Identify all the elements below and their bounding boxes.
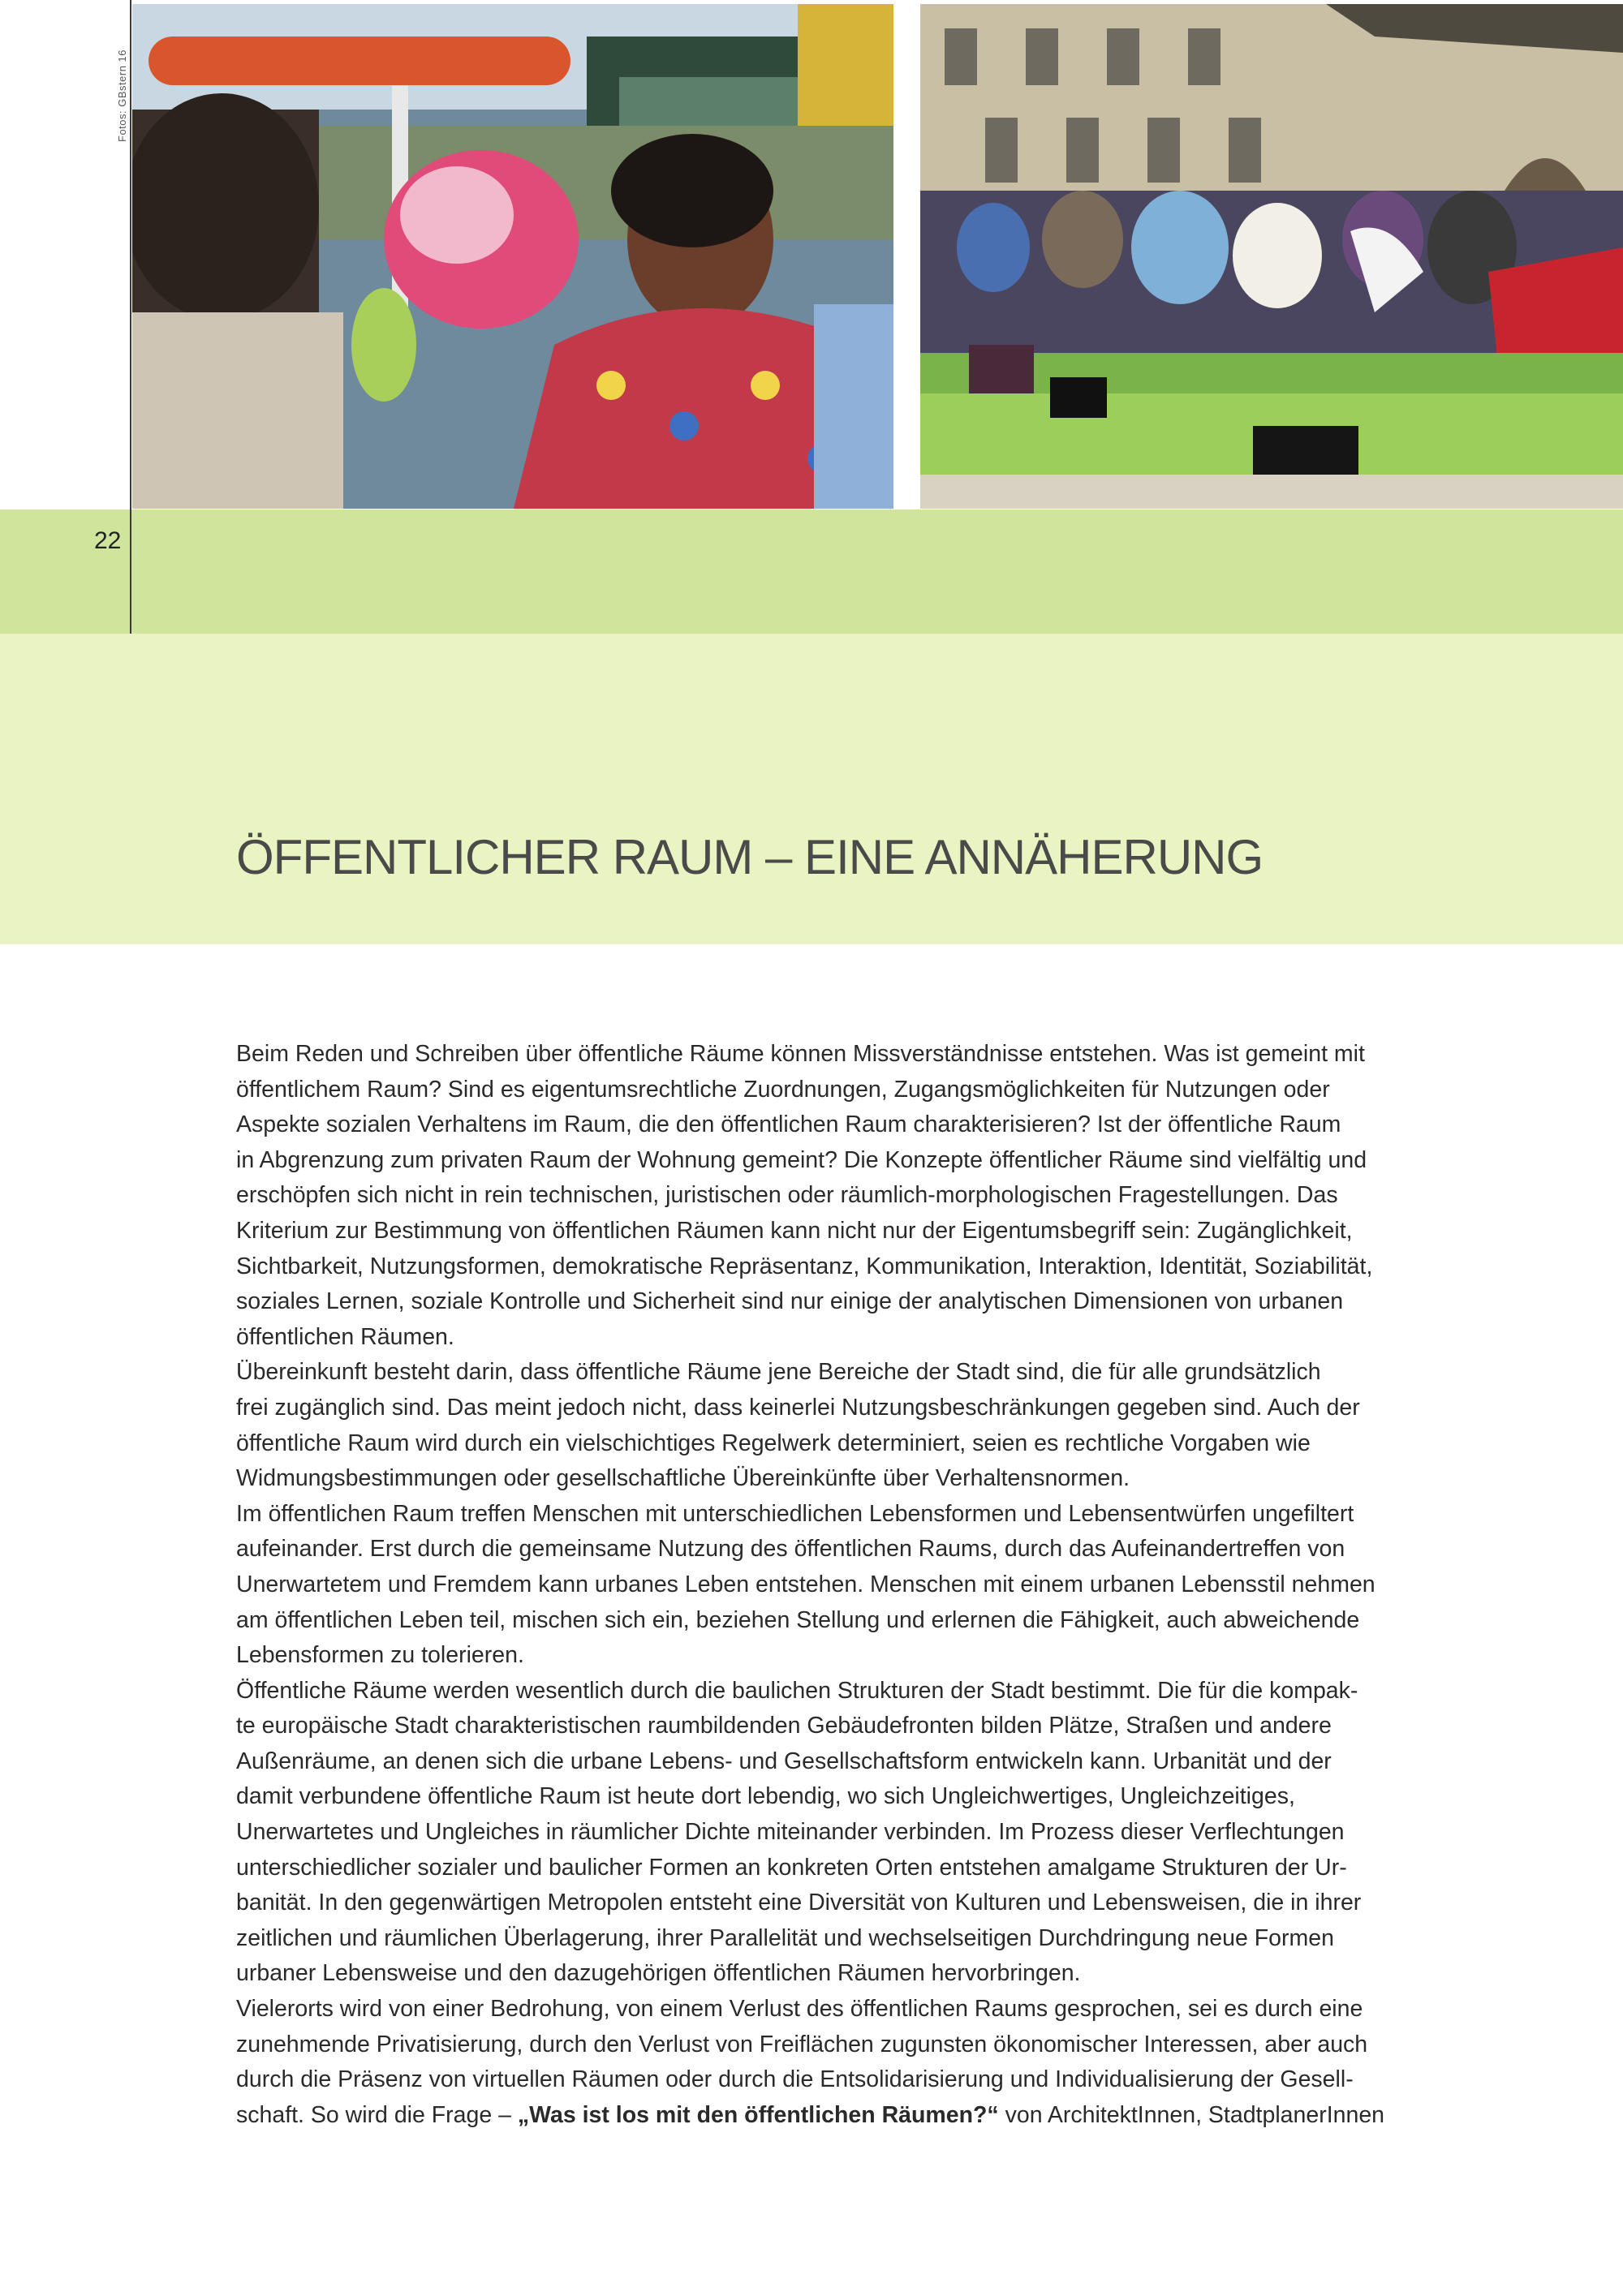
text-run: von ArchitektInnen, StadtplanerInnen: [998, 2101, 1385, 2128]
paragraph: [236, 1992, 1405, 2133]
photo-market-vegetables: [920, 4, 1623, 509]
header-band: [0, 510, 1623, 634]
text-line: Vielerorts wird von einer Bedrohung, von einem Verlust des öffentlichen Raums gesprochen, sei es durch eine: [236, 1996, 1363, 2023]
text-line: Öffentliche Räume werden wesentlich durch die baulichen Strukturen der Stadt bestimmt. Die für die kompak-: [236, 1677, 1358, 1704]
text-line: Sichtbarkeit, Nutzungsformen, demokratische Repräsentanz, Kommunikation, Interaktion, Identität, Soziabilität,: [236, 1253, 1373, 1279]
text-line: frei zugänglich sind. Das meint jedoch nicht, dass keinerlei Nutzungsbeschränkungen gegeben sind. Auch der: [236, 1394, 1360, 1421]
text-line: Im öffentlichen Raum treffen Menschen mit unterschiedlichen Lebensformen und Lebensentwürfen ungefiltert: [236, 1500, 1354, 1527]
paragraph: [236, 1674, 1405, 1992]
paragraph: [236, 1497, 1405, 1674]
margin-rule: [130, 0, 131, 634]
highlighted-question: „Was ist los mit den öffentlichen Räumen?“: [517, 2101, 999, 2128]
text-line: durch die Präsenz von virtuellen Räumen oder durch die Entsolidarisierung und Individualisierung der Gesell-: [236, 2066, 1354, 2093]
text-line: in Abgrenzung zum privaten Raum der Wohnung gemeint? Die Konzepte öffentlicher Räume sind vielfältig und: [236, 1146, 1367, 1173]
text-line: unterschiedlicher sozialer und baulicher Formen an konkreten Orten entstehen amalgame Strukturen der Ur-: [236, 1854, 1347, 1881]
text-line: öffentliche Raum wird durch ein vielschichtiges Regelwerk determiniert, seien es rechtliche Vorgaben wie: [236, 1430, 1311, 1456]
text-line: aufeinander. Erst durch die gemeinsame Nutzung des öffentlichen Raums, durch das Aufeinandertreffen von: [236, 1536, 1345, 1563]
title-band: [0, 634, 1623, 944]
text-line: Außenräume, an denen sich die urbane Lebens- und Gesellschaftsform entwickeln kann. Urbanität und der: [236, 1748, 1332, 1774]
text-line: soziales Lernen, soziale Kontrolle und Sicherheit sind nur einige der analytischen Dimensionen von urbanen: [236, 1288, 1344, 1315]
text-line: am öffentlichen Leben teil, mischen sich ein, beziehen Stellung und erlernen die Fähigkeit, auch abweichende: [236, 1606, 1360, 1633]
text-line: damit verbundene öffentliche Raum ist heute dort lebendig, wo sich Ungleichwertiges, Ungleichzeitiges,: [236, 1783, 1295, 1810]
page-number: 22: [94, 527, 122, 554]
text-line: zunehmende Privatisierung, durch den Verlust von Freiflächen zugunsten ökonomischer Interessen, aber auch: [236, 2031, 1368, 2057]
text-line: Übereinkunft besteht darin, dass öffentliche Räume jene Bereiche der Stadt sind, die für alle grundsätzlich: [236, 1359, 1321, 1386]
text-line: Widmungsbestimmungen oder gesellschaftliche Übereinkünfte über Verhaltensnormen.: [236, 1465, 1130, 1492]
paragraph: [236, 1037, 1405, 1355]
text-line: Lebensformen zu tolerieren.: [236, 1642, 524, 1669]
text-line: öffentlichen Räumen.: [236, 1323, 454, 1350]
text-line: Beim Reden und Schreiben über öffentliche Räume können Missverständnisse entstehen. Was ist gemeint mit: [236, 1041, 1365, 1067]
paragraph: [236, 1355, 1405, 1496]
text-run: schaft. So wird die Frage –: [236, 2101, 518, 2128]
text-line: zeitlichen und räumlichen Überlagerung, ihrer Parallelität und wechselseitigen Durchdringung neue Formen: [236, 1924, 1334, 1951]
page-title: ÖFFENTLICHER RAUM – EINE ANNÄHERUNG: [236, 830, 1264, 884]
text-line-last: [236, 2098, 1405, 2134]
photo-market-grapes: [132, 4, 893, 509]
text-line: banität. In den gegenwärtigen Metropolen entsteht eine Diversität von Kulturen und Lebensweisen, die in ihrer: [236, 1890, 1362, 1916]
text-line: öffentlichem Raum? Sind es eigentumsrechtliche Zuordnungen, Zugangsmöglichkeiten für Nutzungen oder: [236, 1076, 1330, 1103]
text-line: Unerwartetem und Fremdem kann urbanes Leben entstehen. Menschen mit einem urbanen Lebensstil nehmen: [236, 1571, 1375, 1597]
article-body: [236, 1037, 1405, 2133]
photo-credit: Fotos: GBstern 16: [116, 49, 128, 142]
text-line: Aspekte sozialen Verhaltens im Raum, die den öffentlichen Raum charakterisieren? Ist der öffentliche Raum: [236, 1111, 1341, 1138]
text-line: Unerwartetes und Ungleiches in räumlicher Dichte miteinander verbinden. Im Prozess dieser Verflechtungen: [236, 1819, 1345, 1846]
text-line: erschöpfen sich nicht in rein technischen, juristischen oder räumlich-morphologischen Fragestellungen. Das: [236, 1182, 1338, 1209]
text-line: te europäische Stadt charakteristischen raumbildenden Gebäudefronten bilden Plätze, Straßen und andere: [236, 1713, 1332, 1739]
text-line: Kriterium zur Bestimmung von öffentlichen Räumen kann nicht nur der Eigentumsbegriff sein: Zugänglichkeit,: [236, 1217, 1353, 1244]
text-line: urbaner Lebensweise und den dazugehörigen öffentlichen Räumen hervorbringen.: [236, 1960, 1081, 1987]
